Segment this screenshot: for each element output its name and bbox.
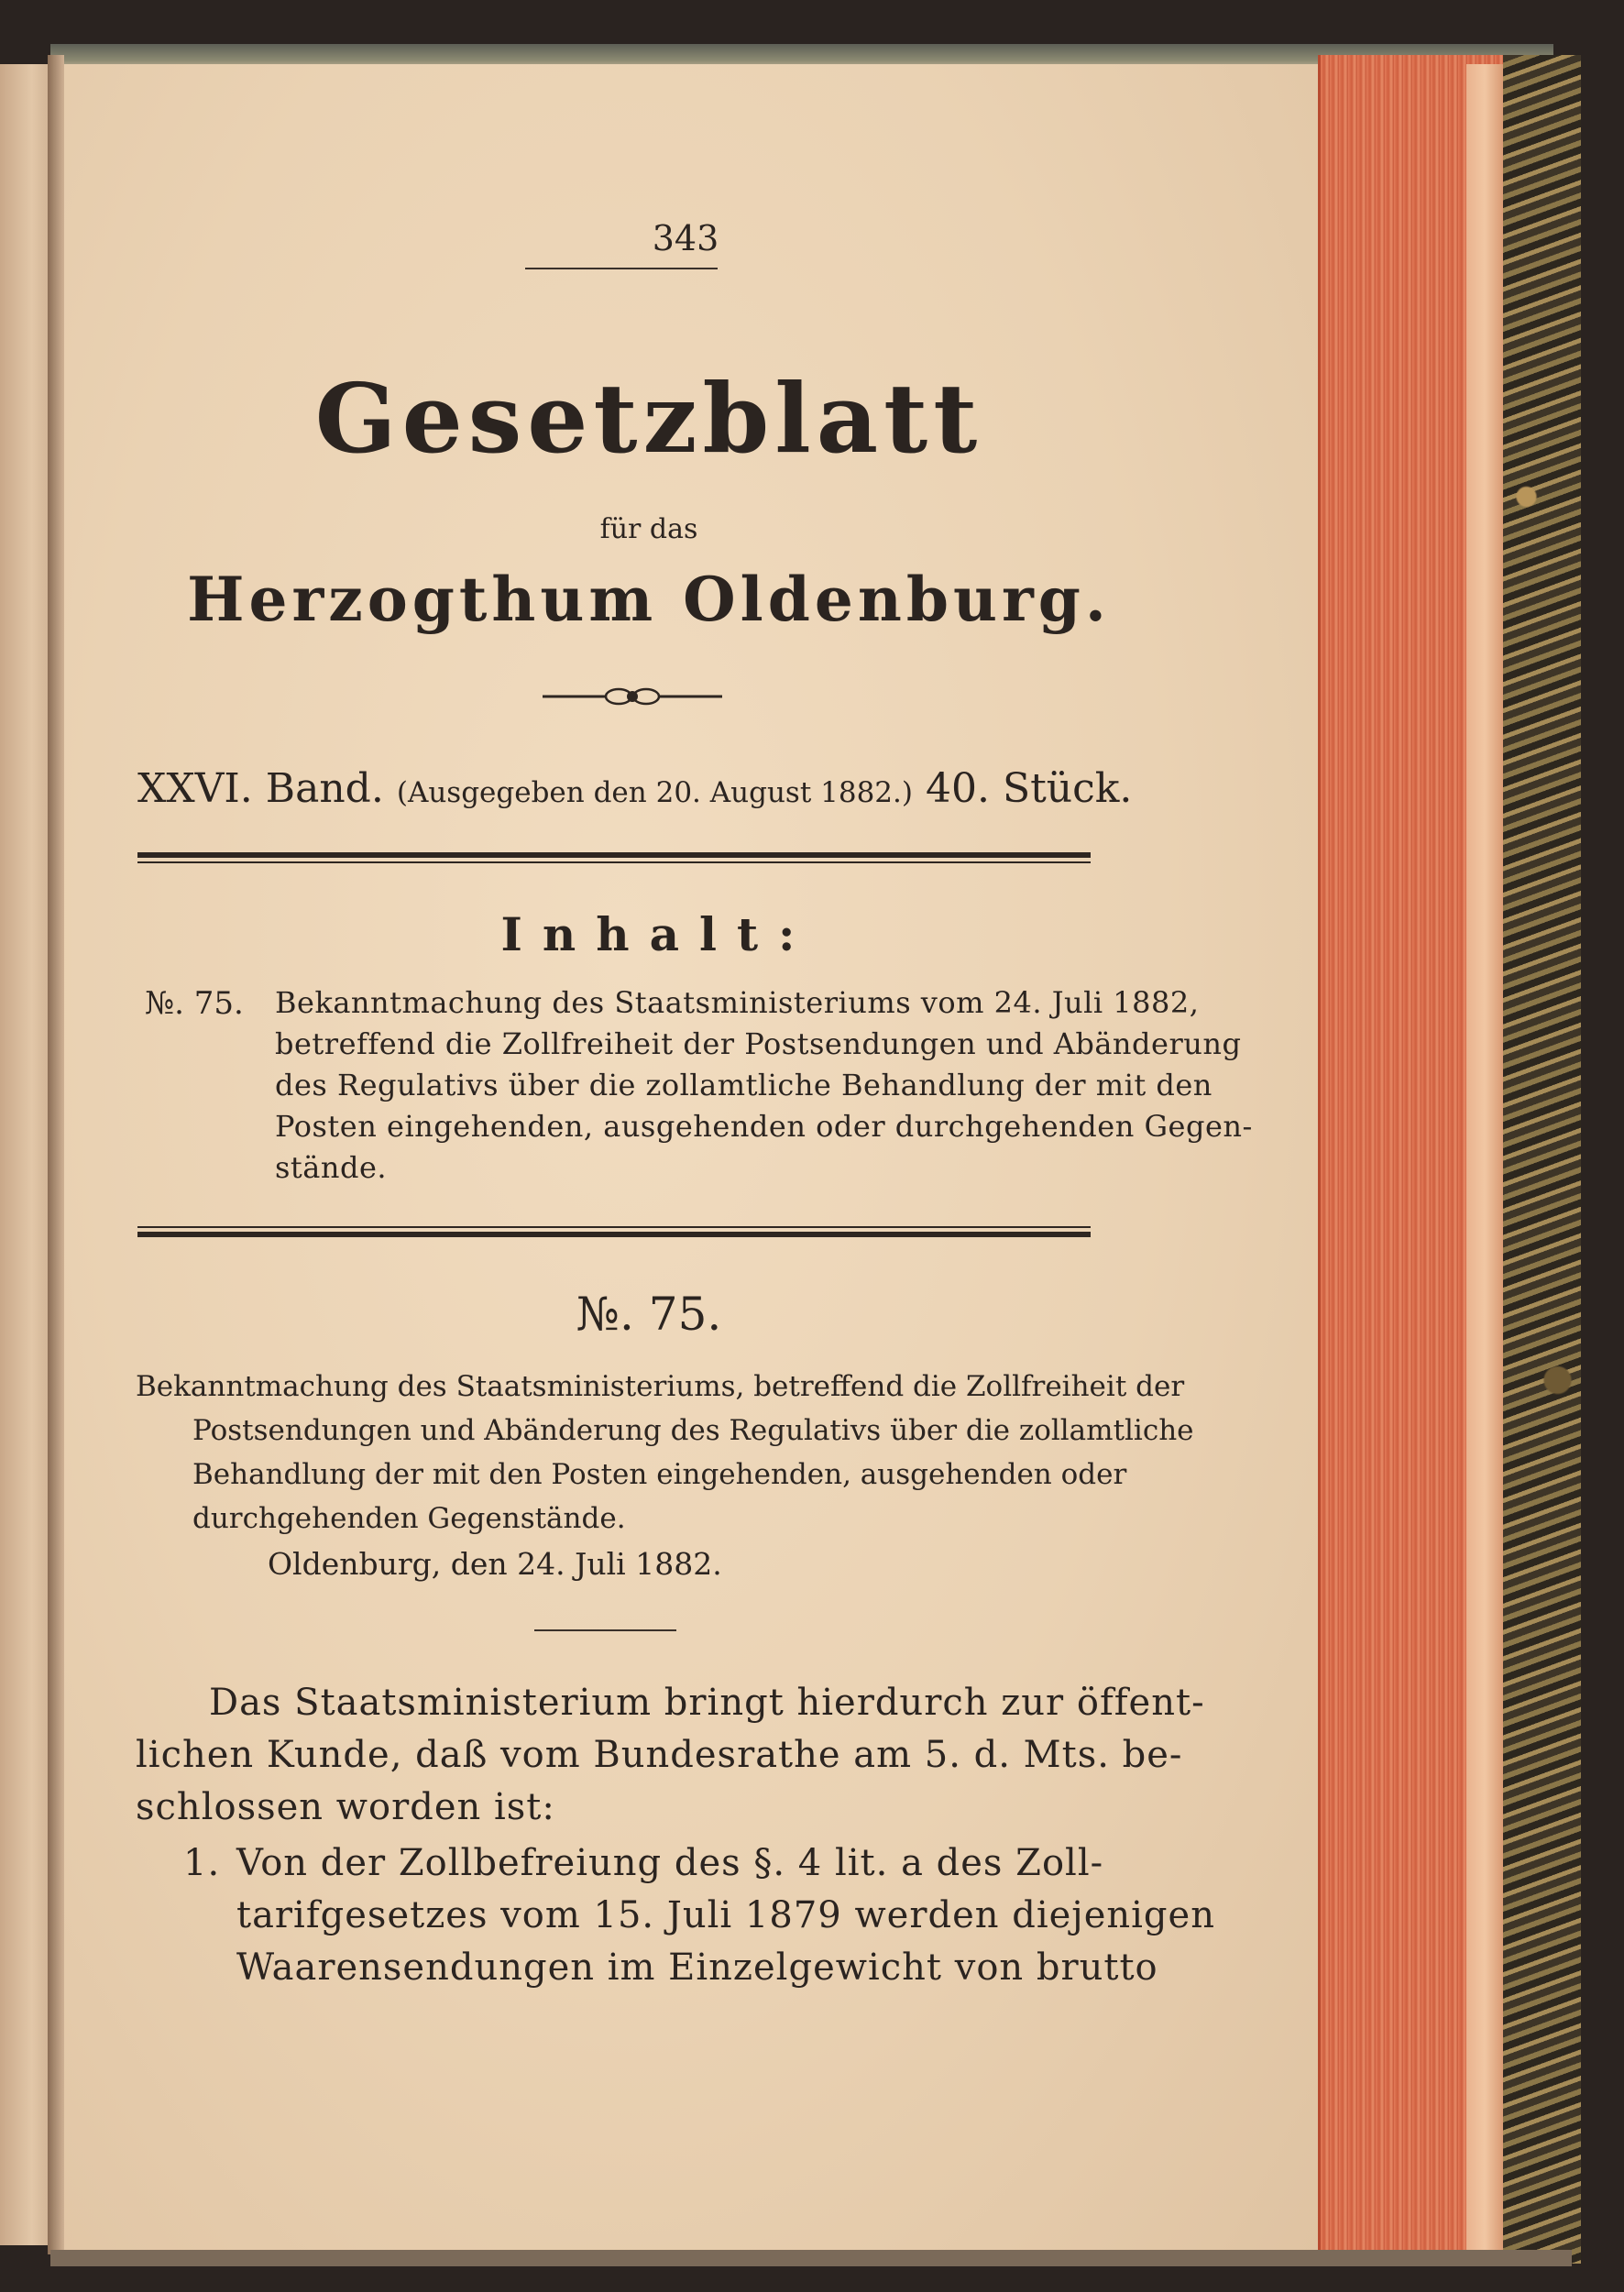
ornament-divider [541,683,724,710]
section-heading-line: Bekanntmachung des Staatsministeriums, betreffend die Zollfreiheit der [136,1370,1185,1403]
item-number: 1. [183,1842,221,1884]
issue-line [137,765,1132,812]
place-date: Oldenburg, den 24. Juli 1882. [268,1546,722,1582]
contents-heading: Inhalt: [500,907,816,961]
toc-line: Posten eingehenden, ausgehenden oder durchgehenden Gegen- [275,1109,1253,1144]
paragraph-line: Das Staatsministerium bringt hierdurch zur öffent- [209,1682,1205,1724]
section-rule [534,1629,676,1631]
page-edges-pale [1466,64,1503,2254]
paragraph-line: lichen Kunde, daß vom Bundesrathe am 5. d. Mts. be- [136,1734,1183,1776]
issue-date: (Ausgegeben den 20. August 1882.) [396,776,913,809]
page-title: Gesetzblatt [314,362,983,475]
title-connector: für das [599,513,698,545]
left-page-edge [0,64,53,2245]
toc-line: des Regulativs über die zollamtliche Behandlung der mit den [275,1068,1213,1102]
book-bottom-edge [50,2250,1572,2266]
title-line-2: Herzogthum Oldenburg. [187,564,1111,635]
page-number: 343 [652,218,719,258]
marbled-cover [1503,55,1581,2264]
toc-line: stände. [275,1150,388,1185]
item-line: tarifgesetzes vom 15. Juli 1879 werden diejenigen [236,1894,1215,1936]
volume-label: XXVI. Band. [137,765,384,812]
section-heading-line: Behandlung der mit den Posten eingehenden, ausgehenden oder [192,1458,1127,1491]
paragraph-line: schlossen worden ist: [136,1786,555,1828]
item-line: Waarensendungen im Einzelgewicht von brutto [236,1947,1158,1989]
section-heading-line: durchgehenden Gegenstände. [192,1502,626,1535]
section-number: №. 75. [576,1288,722,1341]
rule-top [137,852,1091,863]
page-number-rule [525,268,718,269]
toc-line: betreffend die Zollfreiheit der Postsendungen und Abänderung [275,1026,1242,1061]
toc-line: Bekanntmachung des Staatsministeriums vom 24. Juli 1882, [275,985,1200,1020]
rule-bottom [137,1226,1091,1237]
section-heading-line: Postsendungen und Abänderung des Regulativs über die zollamtliche [192,1414,1194,1447]
toc-number: №. 75. [145,985,244,1022]
piece-number: 40. Stück. [925,765,1133,812]
item-line: Von der Zollbefreiung des §. 4 lit. a des Zoll- [236,1842,1104,1884]
